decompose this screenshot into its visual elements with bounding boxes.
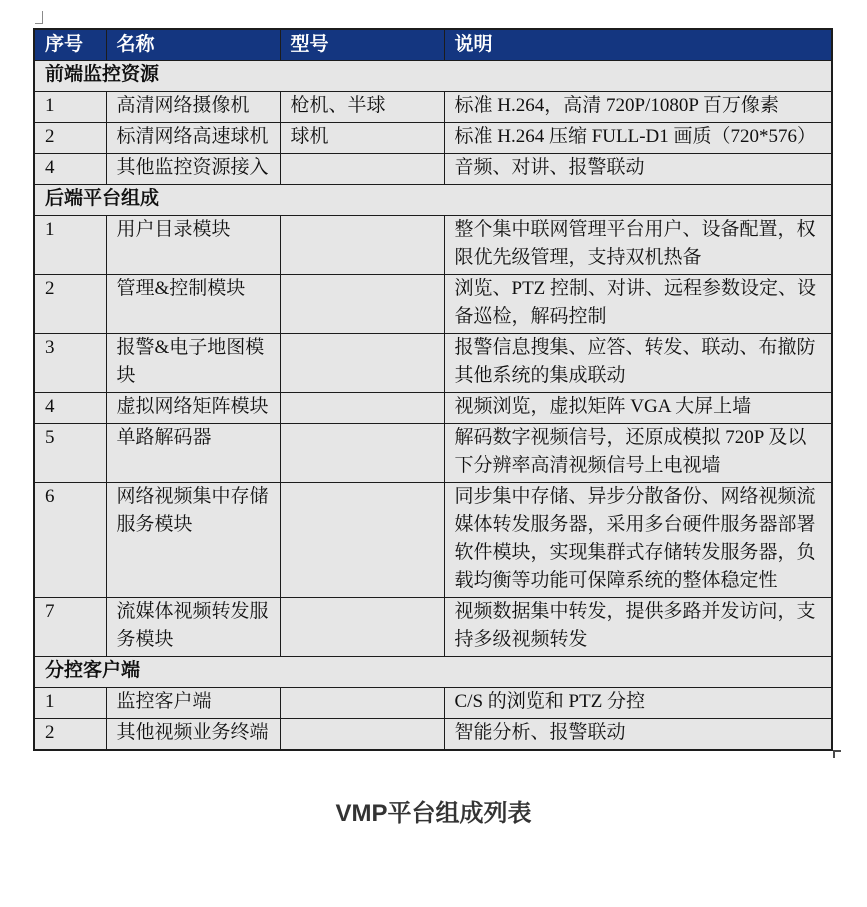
row-description: 解码数字视频信号，还原成模拟 720P 及以下分辨率高清视频信号上电视墙 [444, 424, 832, 483]
table-row [34, 92, 832, 123]
row-name: 网络视频集中存储服务模块 [106, 483, 280, 598]
table-row [34, 483, 832, 598]
table-row [34, 154, 832, 185]
table-resize-handle-artifact [833, 750, 841, 758]
row-model [280, 275, 444, 334]
row-name: 虚拟网络矩阵模块 [106, 393, 280, 424]
section-row [34, 185, 832, 216]
row-description: 视频浏览，虚拟矩阵 VGA 大屏上墙 [444, 393, 832, 424]
row-description: 浏览、PTZ 控制、对讲、远程参数设定、设备巡检，解码控制 [444, 275, 832, 334]
row-name: 流媒体视频转发服务模块 [106, 598, 280, 657]
row-name: 管理&控制模块 [106, 275, 280, 334]
row-name: 高清网络摄像机 [106, 92, 280, 123]
row-model [280, 154, 444, 185]
row-number: 5 [34, 424, 106, 483]
row-name: 监控客户端 [106, 688, 280, 719]
column-header: 型号 [280, 29, 444, 61]
table-row [34, 334, 832, 393]
table-row [34, 688, 832, 719]
row-number: 1 [34, 688, 106, 719]
row-description: C/S 的浏览和 PTZ 分控 [444, 688, 832, 719]
row-model [280, 216, 444, 275]
row-number: 7 [34, 598, 106, 657]
row-model: 枪机、半球 [280, 92, 444, 123]
row-model [280, 424, 444, 483]
section-title: 分控客户端 [34, 657, 832, 688]
row-name: 标清网络高速球机 [106, 123, 280, 154]
table-row [34, 275, 832, 334]
vmp-table-wrapper [33, 28, 833, 751]
column-header: 名称 [106, 29, 280, 61]
row-number: 2 [34, 719, 106, 751]
row-description: 智能分析、报警联动 [444, 719, 832, 751]
table-caption: VMP平台组成列表 [335, 800, 532, 827]
row-model [280, 598, 444, 657]
row-name: 用户目录模块 [106, 216, 280, 275]
row-model [280, 688, 444, 719]
row-model: 球机 [280, 123, 444, 154]
row-model [280, 393, 444, 424]
row-description: 同步集中存储、异步分散备份、网络视频流媒体转发服务器，采用多台硬件服务器部署软件模块，实现集群式存储转发服务器，负载均衡等功能可保障系统的整体稳定性 [444, 483, 832, 598]
row-number: 2 [34, 123, 106, 154]
row-number: 1 [34, 216, 106, 275]
row-model [280, 483, 444, 598]
row-description: 报警信息搜集、应答、转发、联动、布撤防其他系统的集成联动 [444, 334, 832, 393]
header-row [34, 29, 832, 61]
section-row [34, 61, 832, 92]
row-number: 6 [34, 483, 106, 598]
table-row [34, 719, 832, 751]
row-model [280, 719, 444, 751]
row-number: 4 [34, 393, 106, 424]
section-title: 后端平台组成 [34, 185, 832, 216]
column-header: 说明 [444, 29, 832, 61]
row-description: 标准 H.264，高清 720P/1080P 百万像素 [444, 92, 832, 123]
row-name: 其他监控资源接入 [106, 154, 280, 185]
table-row [34, 123, 832, 154]
row-description: 标准 H.264 压缩 FULL-D1 画质（720*576） [444, 123, 832, 154]
table-body [34, 61, 832, 751]
row-number: 2 [34, 275, 106, 334]
vmp-platform-table [33, 28, 833, 751]
row-description: 整个集中联网管理平台用户、设备配置，权限优先级管理，支持双机热备 [444, 216, 832, 275]
table-row [34, 424, 832, 483]
column-header: 序号 [34, 29, 106, 61]
section-row [34, 657, 832, 688]
section-title: 前端监控资源 [34, 61, 832, 92]
table-row [34, 393, 832, 424]
row-number: 1 [34, 92, 106, 123]
table-row [34, 598, 832, 657]
row-model [280, 334, 444, 393]
row-name: 单路解码器 [106, 424, 280, 483]
row-number: 3 [34, 334, 106, 393]
table-row [34, 216, 832, 275]
row-description: 视频数据集中转发，提供多路并发访问，支持多级视频转发 [444, 598, 832, 657]
row-name: 报警&电子地图模块 [106, 334, 280, 393]
row-description: 音频、对讲、报警联动 [444, 154, 832, 185]
table-move-handle-artifact [35, 11, 43, 24]
row-number: 4 [34, 154, 106, 185]
row-name: 其他视频业务终端 [106, 719, 280, 751]
